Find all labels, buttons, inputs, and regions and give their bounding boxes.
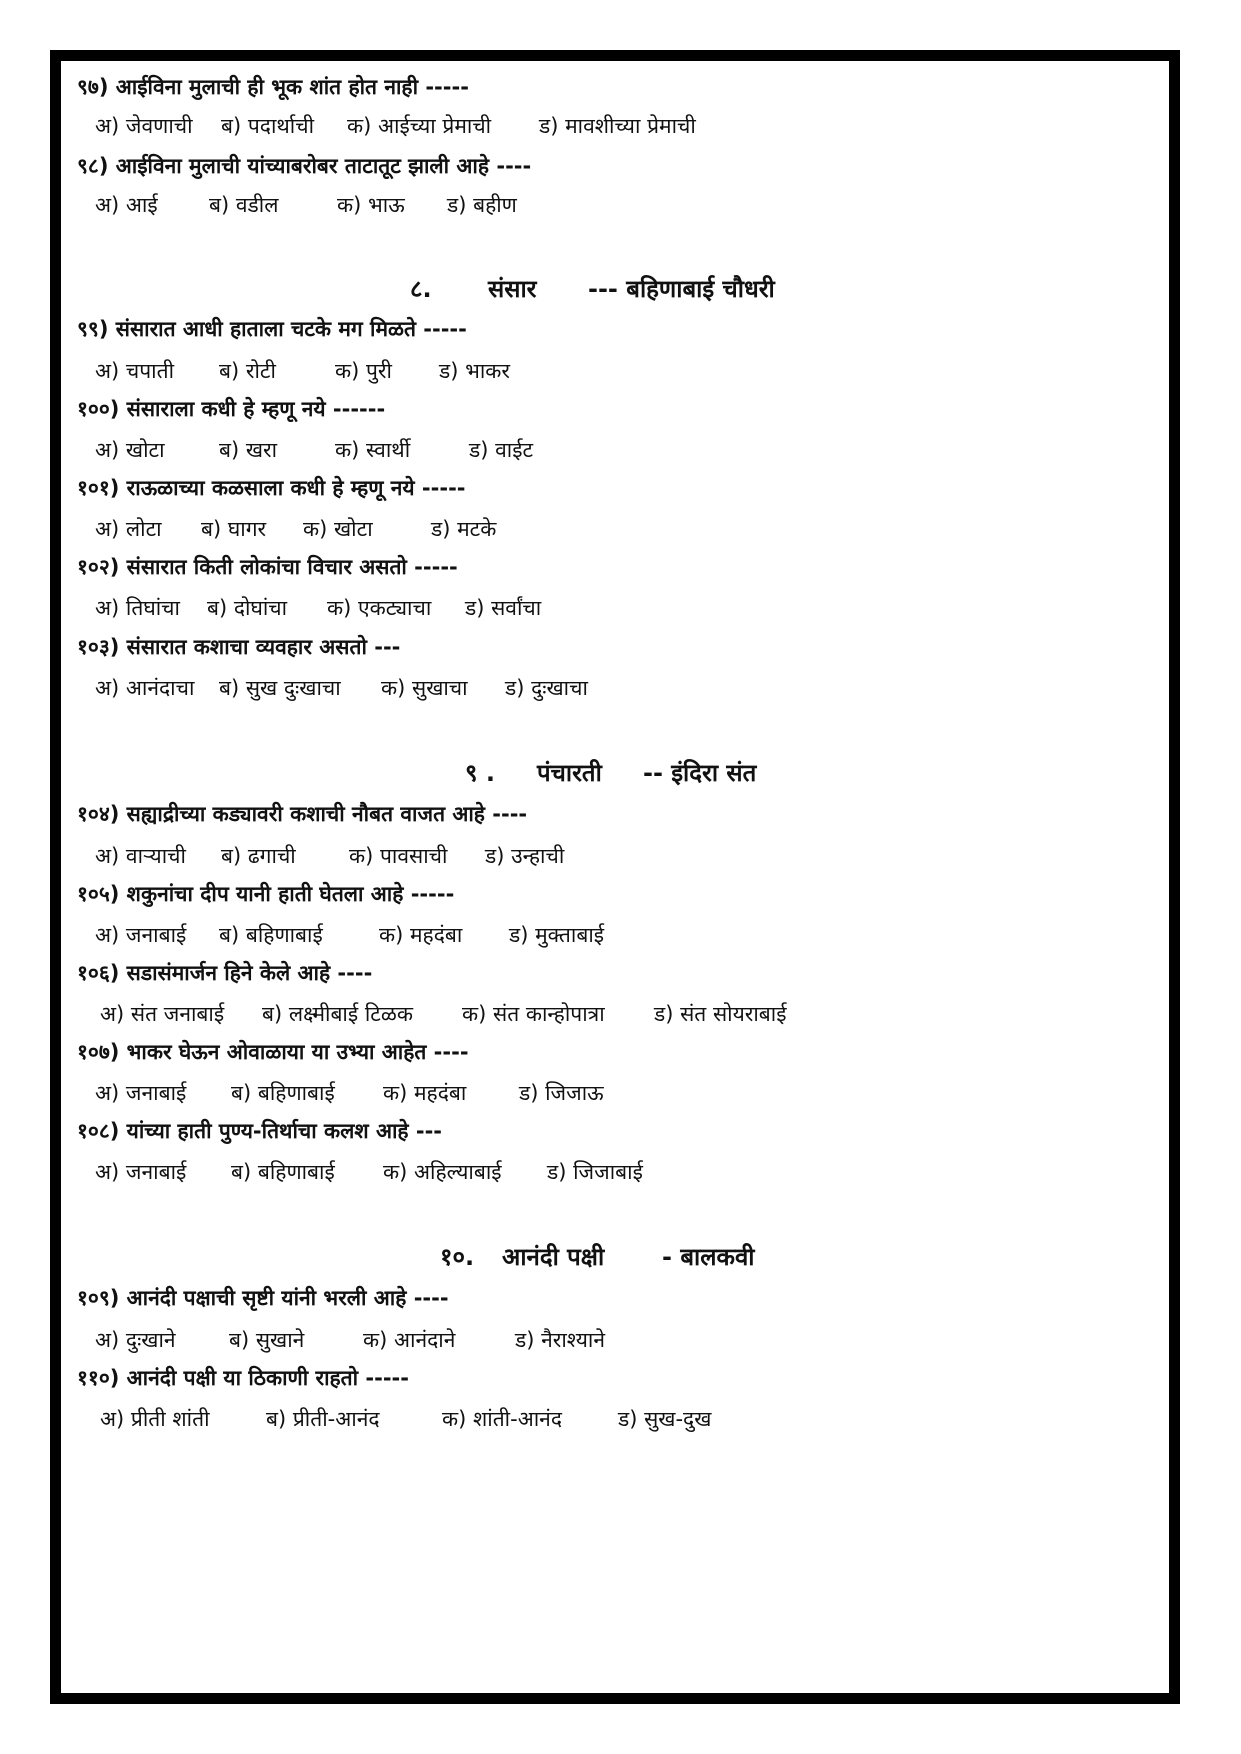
option-c: क) खोटा [303,517,373,541]
option-b: ब) लक्ष्मीबाई टिळक [262,1002,413,1026]
option-b: ब) पदार्थाची [221,114,315,138]
question-110: ११०) आनंदी पक्षी या ठिकाणी राहतो ----- [77,1366,409,1390]
option-a: अ) वाऱ्याची [95,844,186,868]
question-99: ९९) संसारात आधी हाताला चटके मग मिळते ----- [77,317,467,341]
options-100 [95,436,533,464]
option-b: ब) ढगाची [221,844,296,868]
option-c: क) महदंबा [383,1081,467,1105]
question-104: १०४) सह्याद्रीच्या कड्यावरी कशाची नौबत वाजत आहे ---- [77,802,528,826]
question-103: १०३) संसारात कशाचा व्यवहार असतो --- [77,635,401,659]
option-d: ड) सुख-दुख [618,1407,712,1431]
section-number: १०. [440,1243,475,1271]
option-c: क) संत कान्होपात्रा [462,1002,605,1026]
question-100: १००) संसाराला कधी हे म्हणू नये ------ [77,397,386,421]
section-author: -- इंदिरा संत [643,759,757,787]
section-title: आनंदी पक्षी [502,1243,605,1271]
options-104 [95,842,564,870]
question-107: १०७) भाकर घेऊन ओवाळाया या उभ्या आहेत ---- [77,1040,469,1064]
option-a: अ) तिघांचा [95,596,180,620]
option-b: ब) रोटी [219,359,276,383]
option-d: ड) दुःखाचा [505,676,588,700]
section-heading-10 [440,1240,755,1273]
section-number: ८. [410,275,432,303]
option-c: क) शांती-आनंद [442,1407,562,1431]
option-d: ड) नैराश्याने [515,1328,605,1352]
option-b: ब) प्रीती-आनंद [266,1407,380,1431]
option-d: ड) जिजाबाई [547,1160,643,1184]
option-b: ब) बहिणाबाई [219,923,323,947]
option-b: ब) घागर [201,517,267,541]
options-101 [95,515,496,543]
option-d: ड) मटके [431,517,497,541]
question-98: ९८) आईविना मुलाची यांच्याबरोबर ताटातूट झाली आहे ---- [77,154,532,178]
option-d: ड) बहीण [447,193,517,217]
option-c: क) स्वार्थी [335,438,411,462]
option-a: अ) संत जनाबाई [100,1002,225,1026]
options-106 [100,1000,787,1028]
question-97: ९७) आईविना मुलाची ही भूक शांत होत नाही ----- [77,75,469,99]
section-title: संसार [488,275,537,303]
section-heading-8 [410,272,775,305]
option-a: अ) आई [95,193,158,217]
option-b: ब) सुख दुःखाचा [219,676,341,700]
option-c: क) एकट्याचा [327,596,432,620]
question-105: १०५) शकुनांचा दीप यानी हाती घेतला आहे ----- [77,882,455,906]
option-b: ब) दोघांचा [207,596,288,620]
question-101: १०१) राऊळाच्या कळसाला कधी हे म्हणू नये ----- [77,476,466,500]
section-number: ९ . [465,759,495,787]
option-c: क) आनंदाने [363,1328,456,1352]
options-97 [95,112,696,140]
options-98 [95,191,517,219]
option-a: अ) प्रीती शांती [100,1407,210,1431]
option-c: क) आईच्या प्रेमाची [347,114,492,138]
options-109 [95,1326,605,1354]
options-99 [95,357,510,385]
question-106: १०६) सडासंमार्जन हिने केले आहे ---- [77,961,373,985]
option-d: ड) भाकर [439,359,511,383]
section-author: - बालकवी [662,1243,755,1271]
options-107 [95,1079,604,1107]
option-d: ड) मुक्ताबाई [509,923,605,947]
option-a: अ) खोटा [95,438,165,462]
option-d: ड) वाईट [469,438,534,462]
question-102: १०२) संसारात किती लोकांचा विचार असतो ----- [77,555,458,579]
options-102 [95,594,541,622]
option-d: ड) संत सोयराबाई [654,1002,787,1026]
question-108: १०८) यांच्या हाती पुण्य-तिर्थाचा कलश आहे --- [77,1119,443,1143]
option-c: क) पुरी [335,359,392,383]
option-a: अ) लोटा [95,517,162,541]
option-d: ड) मावशीच्या प्रेमाची [539,114,696,138]
option-b: ब) वडील [209,193,279,217]
options-103 [95,674,588,702]
option-a: अ) चपाती [95,359,175,383]
option-d: ड) जिजाऊ [519,1081,604,1105]
option-a: अ) दुःखाने [95,1328,176,1352]
option-a: अ) जेवणाची [95,114,193,138]
section-heading-9 [465,756,756,789]
option-a: अ) जनाबाई [95,1081,187,1105]
section-title: पंचारती [537,759,602,787]
option-b: ब) खरा [219,438,278,462]
options-105 [95,921,604,949]
option-c: क) महदंबा [379,923,463,947]
question-109: १०९) आनंदी पक्षाची सृष्टी यांनी भरली आहे ---- [77,1286,449,1310]
options-108 [95,1158,643,1186]
option-d: ड) उन्हाची [485,844,565,868]
option-b: ब) बहिणाबाई [231,1160,335,1184]
option-c: क) पावसाची [349,844,448,868]
option-d: ड) सर्वांचा [465,596,542,620]
option-b: ब) बहिणाबाई [231,1081,335,1105]
option-a: अ) जनाबाई [95,1160,187,1184]
option-c: क) अहिल्याबाई [383,1160,502,1184]
option-b: ब) सुखाने [229,1328,305,1352]
option-c: क) सुखाचा [381,676,468,700]
option-a: अ) आनंदाचा [95,676,195,700]
option-c: क) भाऊ [337,193,405,217]
section-author: --- बहिणाबाई चौधरी [588,275,775,303]
option-a: अ) जनाबाई [95,923,187,947]
options-110 [100,1405,711,1433]
